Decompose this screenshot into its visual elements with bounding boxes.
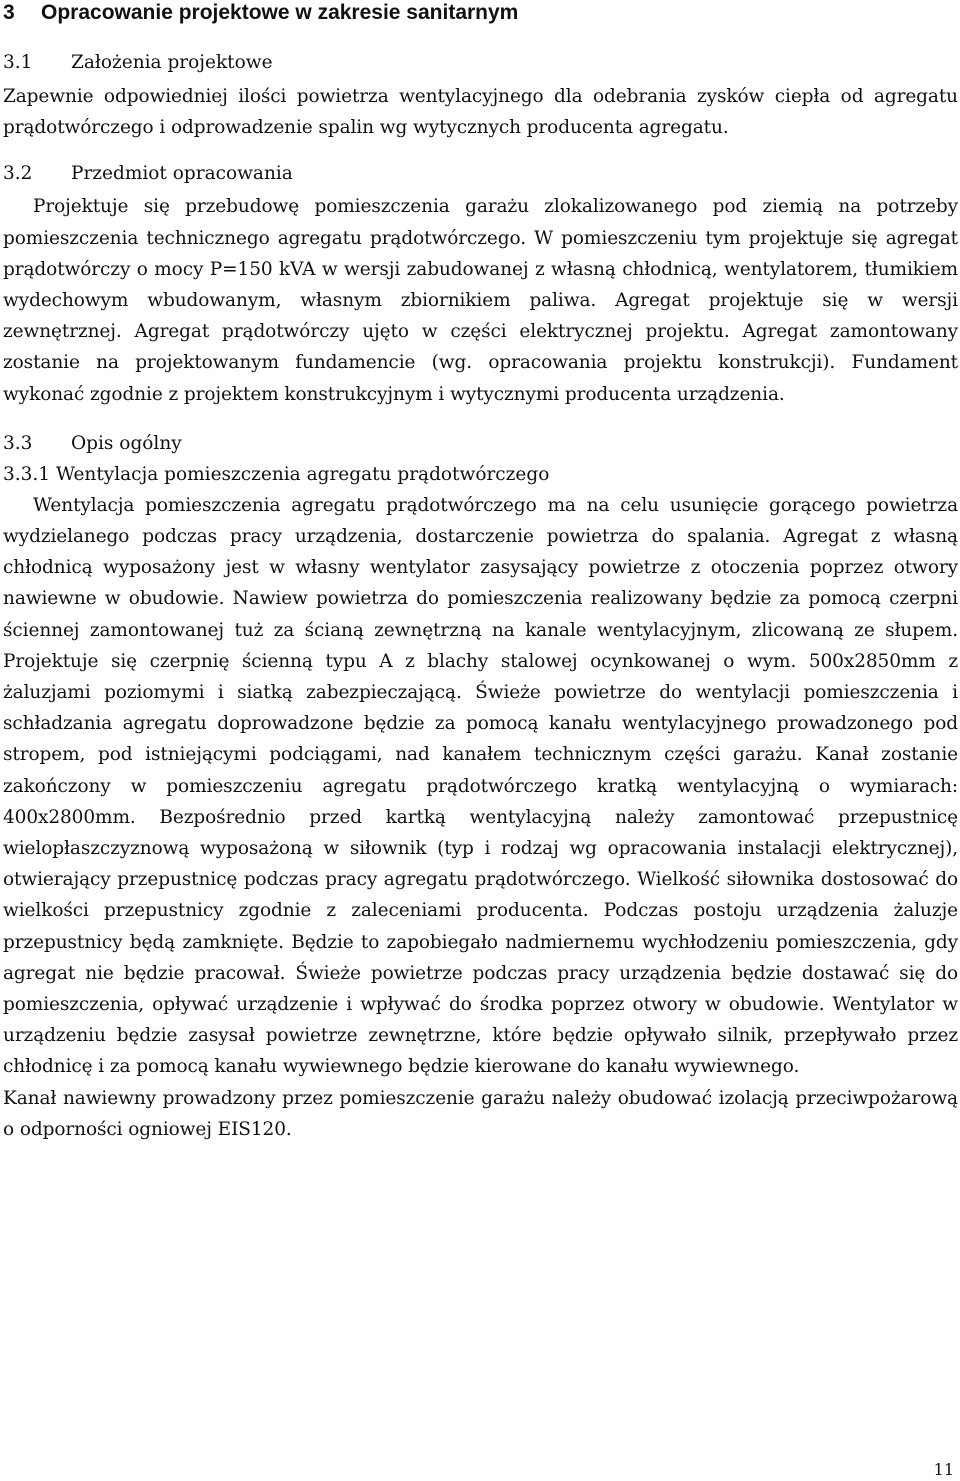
paragraph-przedmiot: Projektuje się przebudowę pomieszczenia garażu zlokalizowanego pod ziemią na potrzeby pomieszczenia technicznego agregatu prądotwórczego. W pomieszczeniu tym projektuje się agregat prądotwórczy o mocy P=150 kVA w wersji zabudowanej z własną chłodnicą, wentylatorem, tłumikiem wydechowym wbudowanym, własnym zbiornikiem paliwa. Agregat projektuje się w wersji zewnętrznej. Agregat prądotwórczy ujęto w części elektrycznej projektu. Agregat zamontowany zostanie na projektowanym fundamencie (wg. opracowania projektu konstrukcji). Fundament wykonać zgodnie z projektem konstrukcyjnym i wytycznymi producenta urządzenia. <box>3 196 958 405</box>
document-page <box>3 0 958 1145</box>
subsection-title: Przedmiot opracowania <box>71 163 293 185</box>
paragraph-wentylacja: Wentylacja pomieszczenia agregatu prądotwórczego ma na celu usunięcie gorącego powietrza wydzielanego podczas pracy urządzenia, dostarczenie powietrza do spalania. Agregat z własną chłodnicą wyposażony jest w własny wentylator zasysający powietrze z otoczenia poprzez otwory nawiewne w obudowie. Nawiew powietrza do pomieszczenia realizowany będzie za pomocą czerpni ściennej zamontowanej tuż za ścianą zewnętrzną na kanale wentylacyjnym, zlicowaną ze słupem. Projektuje się czerpnię ścienną typu A z blachy stalowej ocynkowanej o wym. 500x2850mm z żaluzjami poziomymi i siatką zabezpieczającą. Świeże powietrze do wentylacji pomieszczenia i schładzania agregatu doprowadzone będzie za pomocą kanału wentylacyjnego prowadzonego pod stropem, pod istniejącymi podciągami, nad kanałem technicznym części garażu. Kanał zostanie zakończony w pomieszczeniu agregatu prądotwórczego kratką wentylacyjną o wymiarach: 400x2800mm. Bezpośrednio przed kartką wentylacyjną należy zamontować przepustnicę wielopłaszczyznową wyposażoną w siłownik (typ i rodzaj wg opracowania instalacji elektrycznej), otwierający przepustnicę podczas pracy agregatu prądotwórczego. Wielkość siłownika dostosować do wielkości przepustnicy zgodnie z zaleceniami producenta. Podczas postoju urządzenia żaluzje przepustnicy będą zamknięte. Będzie to zapobiegało nadmiernemu wychłodzeniu pomieszczenia, gdy agregat nie będzie pracował. Świeże powietrze podczas pracy urządzenia będzie dostawać się do pomieszczenia, opływać urządzenie i wpływać do środka poprzez otwory w obudowie. Wentylator w urządzeniu będzie zasysał powietrze zewnętrzne, które będzie opływało silnik, przepływało przez chłodnicę i za pomocą kanału wywiewnego będzie kierowane do kanału wywiewnego. <box>3 494 958 1078</box>
section-title: Opracowanie projektowe w zakresie sanitarnym <box>41 1 519 24</box>
subsubsection-heading: 3.3.1 Wentylacja pomieszczenia agregatu prądotwórczego <box>3 463 550 485</box>
subsection-number: 3.2 <box>3 163 33 185</box>
subsection-heading <box>3 430 958 460</box>
paragraph-zalozenia: Zapewnie odpowiedniej ilości powietrza wentylacyjnego dla odebrania zysków ciepła od agregatu prądotwórczego i odprowadzenie spalin wg wytycznych producenta agregatu. <box>3 86 958 139</box>
section-heading <box>3 0 958 31</box>
paragraph-kanal-nawiewny: Kanał nawiewny prowadzony przez pomieszczenie garażu należy obudować izolacją przeciwpożarową o odporności ogniowej EIS120. <box>3 1087 958 1140</box>
subsection-number: 3.1 <box>3 52 33 73</box>
subsection-heading <box>3 160 958 190</box>
section-number: 3 <box>3 1 15 24</box>
subsection-title: Założenia projektowe <box>71 52 273 73</box>
subsection-title: Opis ogólny <box>71 432 182 454</box>
page-number: 11 <box>933 1460 954 1479</box>
subsection-heading <box>3 49 958 79</box>
subsection-number: 3.3 <box>3 432 33 454</box>
